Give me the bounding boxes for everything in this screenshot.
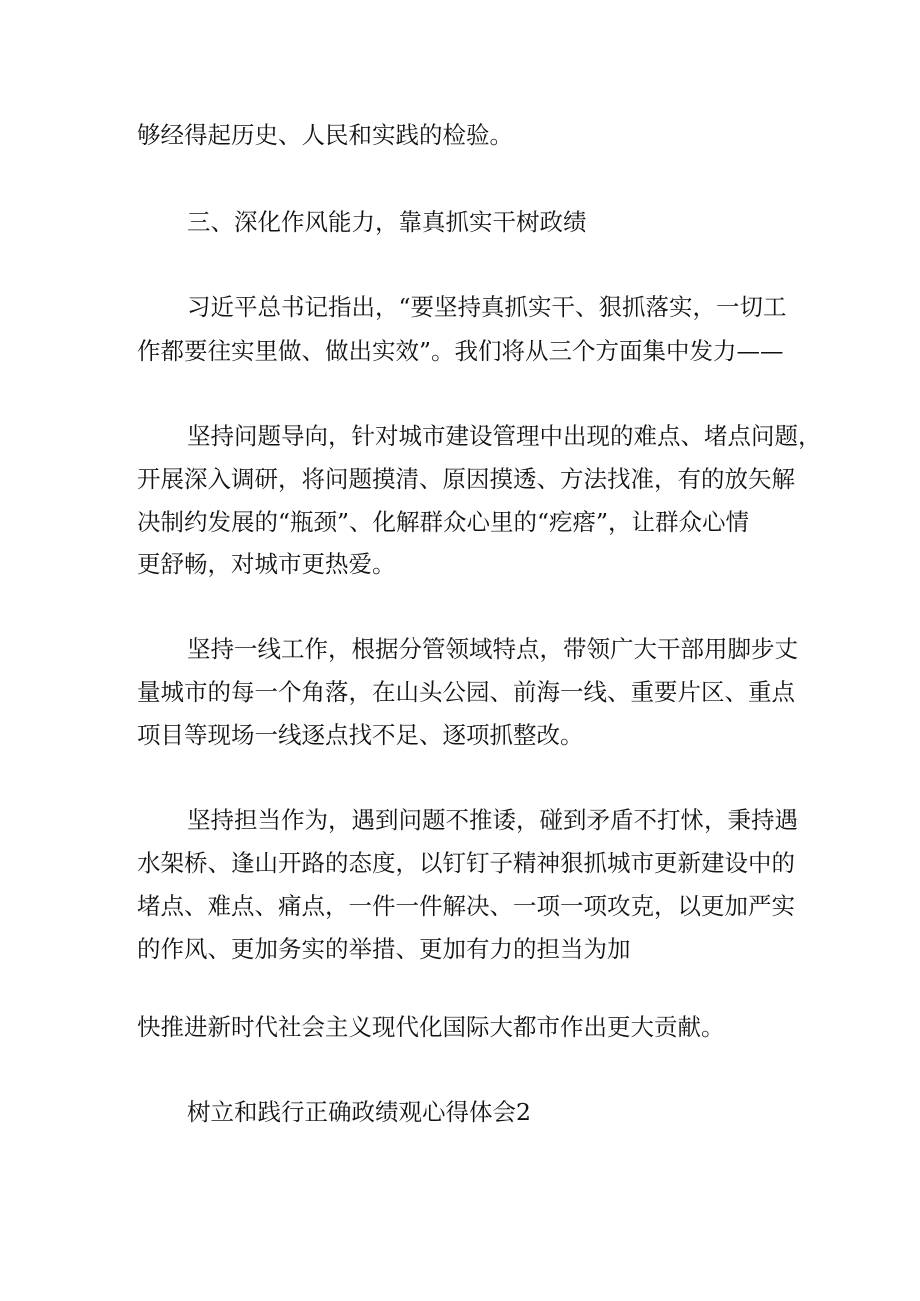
document-subtitle: 树立和践行正确政绩观心得体会2 [187, 1098, 531, 1126]
text-line: 习近平总书记指出，“要坚持真抓实干、狠抓落实，一切工 [187, 293, 787, 321]
text-line: 项目等现场一线逐点找不足、逐项抓整改。 [137, 721, 584, 749]
text-line: 量城市的每一个角落，在山头公园、前海一线、重要片区、重点 [137, 678, 795, 706]
text-line: 坚持一线工作，根据分管领域特点，带领广大干部用脚步丈 [187, 635, 798, 663]
text-line: 堵点、难点、痛点，一件一件解决、一项一项攻克，以更加严实 [137, 892, 795, 920]
text-line: 水架桥、逢山开路的态度，以钉钉子精神狠抓城市更新建设中的 [137, 849, 795, 877]
text-line: 快推进新时代社会主义现代化国际大都市作出更大贡献。 [137, 1013, 725, 1041]
text-line: 开展深入调研，将问题摸清、原因摸透、方法找准，有的放矢解 [137, 465, 795, 493]
section-heading: 三、深化作风能力，靠真抓实干树政绩 [187, 208, 587, 236]
text-line: 坚持担当作为，遇到问题不推诿，碰到矛盾不打怵，秉持遇 [187, 806, 798, 834]
text-line: 坚持问题导向，针对城市建设管理中出现的难点、堵点问题， [187, 422, 822, 450]
text-line: 决制约发展的“瓶颈”、化解群众心里的“疙瘩”，让群众心情 [137, 508, 750, 536]
text-line: 作都要往实里做、做出实效”。我们将从三个方面集中发力—— [137, 337, 784, 365]
text-line: 够经得起历史、人民和实践的检验。 [137, 121, 513, 149]
text-line: 更舒畅，对城市更热爱。 [137, 550, 396, 578]
text-line: 的作风、更加务实的举措、更加有力的担当为加 [137, 935, 631, 963]
